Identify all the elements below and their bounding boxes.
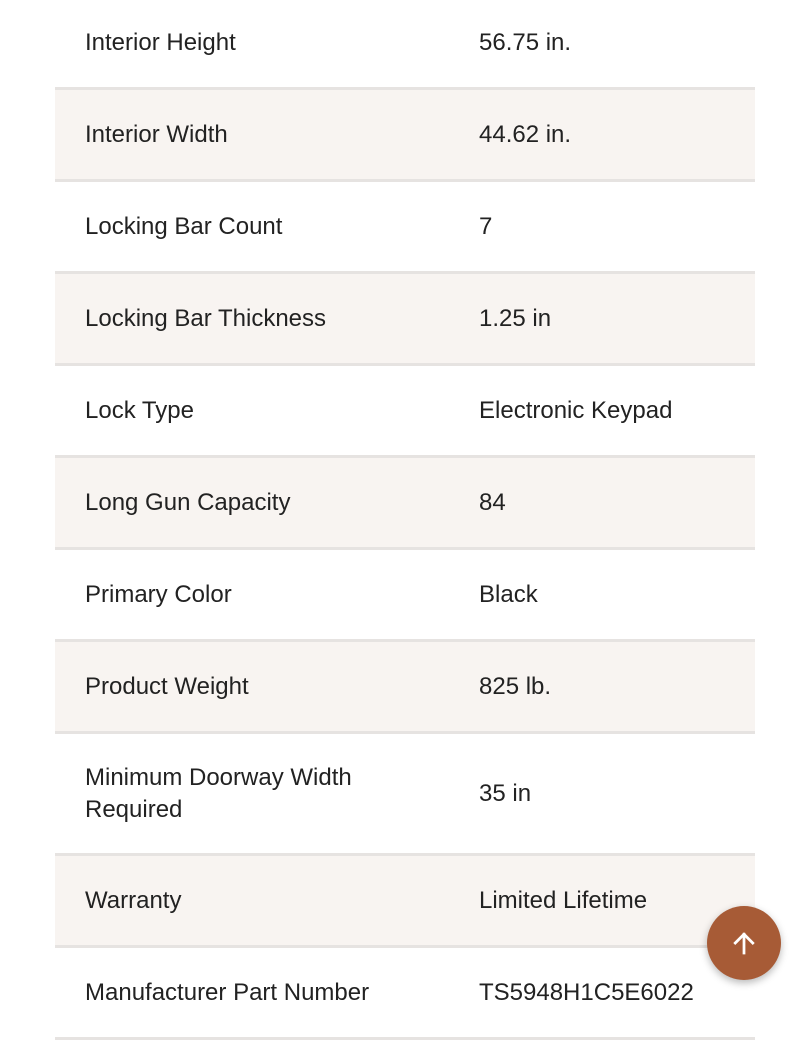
spec-label: Warranty [85,886,182,914]
arrow-up-icon [729,928,759,958]
back-to-top-button[interactable] [707,906,781,980]
spec-label: Primary Color [85,580,232,608]
spec-value: 56.75 in. [479,28,572,56]
spec-label: Lock Type [85,396,194,424]
spec-label: Locking Bar Thickness [85,304,327,332]
spec-value: Black [479,580,538,608]
spec-row-interior-height [55,0,755,90]
spec-label: Product Weight [85,672,249,700]
spec-row-lock-type [55,366,755,458]
spec-label: Locking Bar Count [85,212,283,240]
specifications-table [55,0,755,1040]
spec-label: Long Gun Capacity [85,488,291,516]
spec-row-product-weight [55,642,755,734]
spec-row-locking-bar-thickness [55,274,755,366]
spec-value: 44.62 in. [479,120,572,148]
spec-row-manufacturer-part-number [55,948,755,1040]
spec-value: 1.25 in [479,304,552,332]
spec-label: Interior Width [85,120,228,148]
spec-value: Electronic Keypad [479,396,673,424]
spec-label: Interior Height [85,28,236,56]
spec-row-warranty [55,856,755,948]
spec-row-locking-bar-count [55,182,755,274]
spec-row-long-gun-capacity [55,458,755,550]
spec-value: TS5948H1C5E6022 [479,978,694,1006]
spec-value: Limited Lifetime [479,886,648,914]
spec-row-minimum-doorway-width [55,734,755,856]
spec-label: Manufacturer Part Number [85,978,370,1006]
spec-label: Minimum Doorway Width Required [85,763,352,823]
spec-value: 84 [479,488,506,516]
spec-value: 7 [479,212,493,240]
spec-value: 825 lb. [479,672,552,700]
spec-row-interior-width [55,90,755,182]
spec-value: 35 in [479,779,532,807]
spec-row-primary-color [55,550,755,642]
